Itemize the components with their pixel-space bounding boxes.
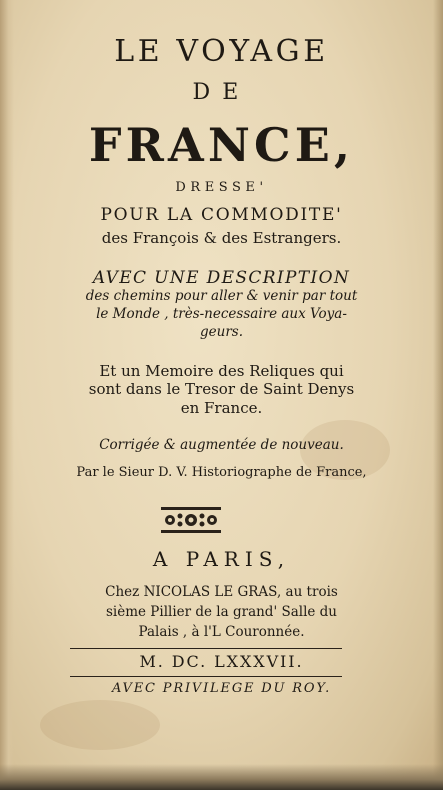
publication-year: M. DC. LXXXVII. [139,652,304,671]
memoire-line-3: en France. [180,399,263,417]
description-heading: AVEC UNE DESCRIPTION [92,268,351,288]
divider-rule-top [70,648,342,649]
imprint-line-3: Palais , à l'L Couronnée. [138,624,305,640]
imprint-line-1: Chez NICOLAS LE GRAS, au trois [105,584,338,600]
title-line-1: LE VOYAGE [114,34,329,69]
title-line-3: FRANCE, [88,118,355,172]
subtitle-francois: des François & des Estrangers. [101,229,342,247]
privilege-line: AVEC PRIVILEGE DU ROY. [111,681,332,696]
author-line: Par le Sieur D. V. Historiographe de France, [76,465,367,480]
memoire-line-2: sont dans le Tresor de Saint Denys [88,380,355,398]
page-bottom-edge [0,764,443,790]
description-line-3: geurs. [200,324,243,340]
subtitle-commodite: POUR LA COMMODITE' [100,205,343,225]
edition-note: Corrigée & augmentée de nouveau. [99,437,344,453]
description-line-1: des chemins pour aller & venir par tout [85,288,358,304]
subtitle-dresse: DRESSE' [175,180,268,195]
fleuron-ornament-icon [160,505,222,535]
memoire-line-1: Et un Memoire des Reliques qui [99,362,344,380]
description-line-2: le Monde , très-necessaire aux Voya- [96,306,347,322]
imprint-city: A PARIS, [152,547,291,571]
title-line-2: DE [192,80,251,105]
paper-stain [40,700,160,750]
imprint-line-2: sième Pillier de la grand' Salle du [105,604,338,620]
divider-rule-bottom [70,676,342,677]
